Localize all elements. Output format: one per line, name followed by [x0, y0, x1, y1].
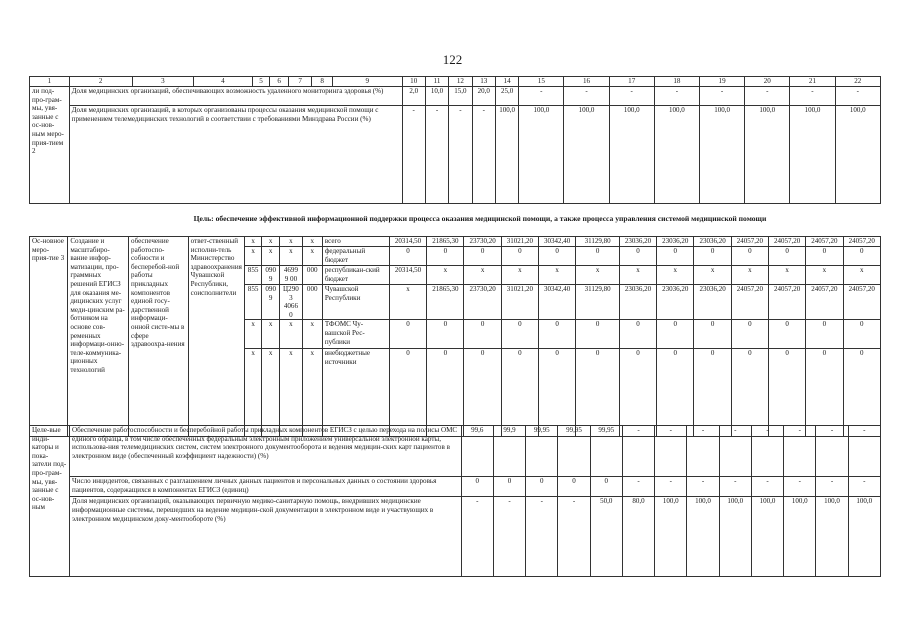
value-cell: 99,6: [461, 426, 493, 477]
value-cell: 0: [464, 247, 501, 266]
value-cell: 0: [657, 349, 694, 437]
value-cell: 100,0: [700, 106, 745, 204]
value-cell: x: [731, 266, 768, 285]
value-cell: -: [493, 497, 525, 577]
value-cell: -: [622, 426, 654, 477]
value-cell: -: [835, 87, 880, 106]
value-cell: 100,0: [848, 497, 880, 577]
code-cell: 46999 00: [280, 266, 302, 285]
value-cell: -: [816, 426, 848, 477]
value-cell: 0: [843, 247, 881, 266]
value-cell: -: [654, 87, 699, 106]
value-cell: x: [389, 285, 426, 320]
value-cell: -: [609, 87, 654, 106]
col-header: 2: [69, 77, 132, 87]
code-cell: x: [280, 320, 302, 349]
value-cell: 0: [427, 247, 464, 266]
value-cell: -: [558, 497, 590, 577]
value-cell: 0: [526, 477, 558, 497]
value-cell: 100,0: [495, 106, 518, 204]
value-cell: -: [816, 477, 848, 497]
indicator-name: Доля медицинских организаций, обеспечивающих возможность удаленного мониторинга здоровья (%): [69, 87, 402, 106]
value-cell: 31129,80: [576, 285, 620, 320]
value-cell: 23730,20: [464, 285, 501, 320]
indicator-name: Обеспечение работоспособности и бесперебойной работы прикладных компонентов ЕГИСЗ с целью перехода на полисы ОМС единого образца, в том числе обеспеченных федеральным электронным приложением универсальной электронной карты, использова-ния телемедицинских систем, систем электронного документооборота и ведения медицин-ских карт пациентов в электронном виде (обеспеченный коэффициент надежности) (%): [70, 426, 462, 477]
value-cell: 25,0: [495, 87, 518, 106]
value-cell: 100,0: [751, 497, 783, 577]
col-header: 10: [402, 77, 425, 87]
value-cell: 0: [538, 247, 575, 266]
goal-heading: Цель: обеспечение эффективной информационной поддержки процесса оказания медицинской помощи, а также процесса управления системой медицинской помощи: [193, 214, 767, 223]
value-cell: 23036,20: [694, 285, 731, 320]
table-row: [30, 477, 881, 497]
value-cell: 24057,20: [843, 237, 881, 247]
col-header: 9: [333, 77, 402, 87]
code-cell: x: [262, 349, 280, 437]
code-cell: x: [302, 237, 322, 247]
col-header: 4: [194, 77, 252, 87]
value-cell: 24057,20: [731, 237, 768, 247]
value-cell: 100,0: [519, 106, 564, 204]
value-cell: x: [464, 266, 501, 285]
value-cell: 0: [806, 320, 843, 349]
code-cell: x: [280, 349, 302, 437]
funding-source: Чувашской Республики: [322, 285, 389, 320]
value-cell: 0: [464, 320, 501, 349]
value-cell: 100,0: [687, 497, 719, 577]
value-cell: 100,0: [790, 106, 835, 204]
code-cell: x: [262, 237, 280, 247]
responsible-executor: ответ-ственный исполни-тель Министерство здравоохранения Чувашской Республики, соисполнители: [188, 237, 244, 437]
value-cell: 30342,40: [538, 237, 575, 247]
page-number: 122: [442, 52, 463, 67]
col-header: 22: [835, 77, 880, 87]
value-cell: 23036,20: [657, 285, 694, 320]
value-cell: 0: [427, 320, 464, 349]
value-cell: 0: [501, 320, 538, 349]
value-cell: 23036,20: [657, 237, 694, 247]
table-row: [30, 237, 881, 247]
value-cell: 31021,20: [501, 237, 538, 247]
value-cell: 0: [538, 349, 575, 437]
value-cell: 24057,20: [768, 285, 805, 320]
value-cell: 0: [590, 477, 622, 497]
value-cell: -: [719, 426, 751, 477]
code-cell: x: [280, 237, 302, 247]
value-cell: 0: [427, 349, 464, 437]
table-row: [30, 87, 881, 106]
indicator-name: Число инцидентов, связанных с разглашением личных данных пациентов и персональных данных о состоянии здоровья пациентов, содержащихся в компонентах ЕГИСЗ (единиц): [70, 477, 462, 497]
col-header: 18: [654, 77, 699, 87]
value-cell: -: [519, 87, 564, 106]
value-cell: -: [745, 87, 790, 106]
value-cell: -: [449, 106, 472, 204]
col-header: 17: [609, 77, 654, 87]
value-cell: -: [751, 477, 783, 497]
table-row: [30, 497, 881, 577]
col-header: 19: [700, 77, 745, 87]
value-cell: 24057,20: [806, 237, 843, 247]
funding-source: ТФОМС Чу-вашской Рес-публики: [322, 320, 389, 349]
value-cell: -: [687, 477, 719, 497]
value-cell: 0: [843, 320, 881, 349]
funding-source: федеральный бюджет: [322, 247, 389, 266]
value-cell: 100,0: [835, 106, 880, 204]
value-cell: 99,95: [558, 426, 590, 477]
value-cell: 30342,40: [538, 285, 575, 320]
value-cell: -: [472, 106, 495, 204]
value-cell: 0: [389, 320, 426, 349]
value-cell: 0: [619, 247, 656, 266]
indicator-name: Доля медицинских организаций, оказывающих первичную медико-санитарную помощь, внедривших медицинские информационные системы, перешедших на ведение медицин-ской документации в электронном виде и участвующих в электронном медицинском доку-ментообороте (%): [70, 497, 462, 577]
value-cell: 23036,20: [694, 237, 731, 247]
group-label: ли под-про-грам-мы, увя-занные с ос-нов-ным меро-прия-тием 2: [30, 87, 70, 204]
value-cell: 0: [731, 247, 768, 266]
table-row: [30, 106, 881, 204]
value-cell: 0: [694, 320, 731, 349]
code-cell: x: [262, 247, 280, 266]
code-cell: x: [245, 320, 262, 349]
value-cell: 23036,20: [619, 237, 656, 247]
value-cell: 24057,20: [768, 237, 805, 247]
value-cell: 0: [619, 320, 656, 349]
funding-source: республикан-ский бюджет: [322, 266, 389, 285]
col-header: 16: [564, 77, 609, 87]
value-cell: 15,0: [449, 87, 472, 106]
value-cell: x: [806, 266, 843, 285]
value-cell: 100,0: [654, 106, 699, 204]
col-header: 20: [745, 77, 790, 87]
value-cell: -: [425, 106, 448, 204]
value-cell: -: [751, 426, 783, 477]
code-cell: x: [245, 237, 262, 247]
value-cell: 0: [806, 247, 843, 266]
value-cell: -: [784, 477, 816, 497]
value-cell: -: [461, 497, 493, 577]
value-cell: -: [719, 477, 751, 497]
value-cell: 0: [619, 349, 656, 437]
code-cell: x: [245, 349, 262, 437]
value-cell: -: [402, 106, 425, 204]
indicators-table-1: [29, 76, 881, 204]
value-cell: -: [687, 426, 719, 477]
value-cell: 31021,20: [501, 285, 538, 320]
value-cell: -: [784, 426, 816, 477]
value-cell: -: [655, 477, 687, 497]
value-cell: -: [526, 497, 558, 577]
value-cell: x: [657, 266, 694, 285]
value-cell: 100,0: [784, 497, 816, 577]
value-cell: 0: [694, 247, 731, 266]
col-header: 8: [312, 77, 333, 87]
value-cell: x: [501, 266, 538, 285]
code-cell: 000: [302, 285, 322, 320]
value-cell: x: [427, 266, 464, 285]
value-cell: -: [700, 87, 745, 106]
value-cell: 100,0: [564, 106, 609, 204]
value-cell: 100,0: [609, 106, 654, 204]
value-cell: -: [848, 477, 880, 497]
value-cell: 23036,20: [619, 285, 656, 320]
col-header: 5: [252, 77, 270, 87]
col-header: 6: [270, 77, 289, 87]
value-cell: 24057,20: [731, 285, 768, 320]
value-cell: x: [768, 266, 805, 285]
value-cell: 2,0: [402, 87, 425, 106]
col-header: 12: [449, 77, 472, 87]
value-cell: 0: [576, 320, 620, 349]
code-cell: 0909: [262, 266, 280, 285]
value-cell: 0: [843, 349, 881, 437]
value-cell: 0: [694, 349, 731, 437]
col-header: 14: [495, 77, 518, 87]
col-header: 15: [519, 77, 564, 87]
value-cell: 100,0: [745, 106, 790, 204]
value-cell: -: [564, 87, 609, 106]
col-header: 11: [425, 77, 448, 87]
value-cell: 20314,50: [389, 237, 426, 247]
value-cell: 0: [389, 349, 426, 437]
value-cell: 20,0: [472, 87, 495, 106]
value-cell: 50,0: [590, 497, 622, 577]
funding-source: всего: [322, 237, 389, 247]
value-cell: 99,95: [590, 426, 622, 477]
value-cell: 0: [731, 349, 768, 437]
value-cell: 24057,20: [806, 285, 843, 320]
code-cell: x: [302, 247, 322, 266]
col-header: 1: [30, 77, 70, 87]
value-cell: 0: [538, 320, 575, 349]
table-row: [30, 426, 881, 477]
value-cell: 0: [389, 247, 426, 266]
measure-description: обеспечение работоспо-собности и бесперебой-ной работы прикладных компонентов единой госу-дарственной информаци-онной систе-мы в сфере здравоохра-нения: [129, 237, 189, 437]
code-cell: x: [302, 320, 322, 349]
value-cell: 0: [806, 349, 843, 437]
value-cell: 10,0: [425, 87, 448, 106]
code-cell: 855: [245, 266, 262, 285]
value-cell: x: [694, 266, 731, 285]
code-cell: 855: [245, 285, 262, 320]
indicator-name: Доля медицинских организаций, в которых организованы процессы оказания медицинской помощи с применением телемедицинских технологий в соответствии с требованиями Минздрава России (%): [69, 106, 402, 204]
code-cell: x: [302, 349, 322, 437]
value-cell: 100,0: [719, 497, 751, 577]
value-cell: x: [576, 266, 620, 285]
value-cell: 0: [657, 247, 694, 266]
value-cell: 99,9: [493, 426, 525, 477]
value-cell: 24057,20: [843, 285, 881, 320]
value-cell: -: [790, 87, 835, 106]
value-cell: -: [848, 426, 880, 477]
value-cell: x: [619, 266, 656, 285]
value-cell: 20314,50: [389, 266, 426, 285]
value-cell: 0: [501, 247, 538, 266]
col-header: 13: [472, 77, 495, 87]
value-cell: 0: [657, 320, 694, 349]
value-cell: 100,0: [816, 497, 848, 577]
code-cell: x: [280, 247, 302, 266]
col-header: 21: [790, 77, 835, 87]
group-label: Целе-вые инди-каторы и пока-затели под-про-грам-мы, увя-занные с ос-нов-ным: [30, 426, 70, 577]
value-cell: 0: [576, 349, 620, 437]
value-cell: 0: [768, 247, 805, 266]
measure-label: Ос-новное меро-прия-тие 3: [30, 237, 68, 437]
value-cell: -: [655, 426, 687, 477]
value-cell: 80,0: [622, 497, 654, 577]
code-cell: 0909: [262, 285, 280, 320]
funding-source: внебюджетные источники: [322, 349, 389, 437]
code-cell: 000: [302, 266, 322, 285]
code-cell: Ц2903 40660: [280, 285, 302, 320]
column-number-row: [30, 77, 881, 87]
value-cell: 0: [576, 247, 620, 266]
financing-table: [29, 236, 881, 437]
measure-title: Создание и масштабиро-вание инфор-матизации, про-граммных решений ЕГИСЗ для оказания ме-дицинских услуг меди-цинским ра-ботником на основе сов-ременных информаци-онно-теле-коммуника-ционных технологий: [68, 237, 129, 437]
code-cell: x: [245, 247, 262, 266]
value-cell: 0: [731, 320, 768, 349]
value-cell: 31129,80: [576, 237, 620, 247]
col-header: 7: [289, 77, 312, 87]
value-cell: x: [843, 266, 881, 285]
value-cell: 99,95: [526, 426, 558, 477]
indicators-table-2: [29, 425, 881, 577]
value-cell: 0: [493, 477, 525, 497]
value-cell: 0: [768, 349, 805, 437]
value-cell: 21865,30: [427, 237, 464, 247]
value-cell: 0: [501, 349, 538, 437]
value-cell: 0: [461, 477, 493, 497]
value-cell: 100,0: [655, 497, 687, 577]
value-cell: -: [622, 477, 654, 497]
col-header: 3: [132, 77, 194, 87]
value-cell: 23730,20: [464, 237, 501, 247]
value-cell: 0: [558, 477, 590, 497]
value-cell: 0: [768, 320, 805, 349]
value-cell: x: [538, 266, 575, 285]
value-cell: 21865,30: [427, 285, 464, 320]
value-cell: 0: [464, 349, 501, 437]
code-cell: x: [262, 320, 280, 349]
